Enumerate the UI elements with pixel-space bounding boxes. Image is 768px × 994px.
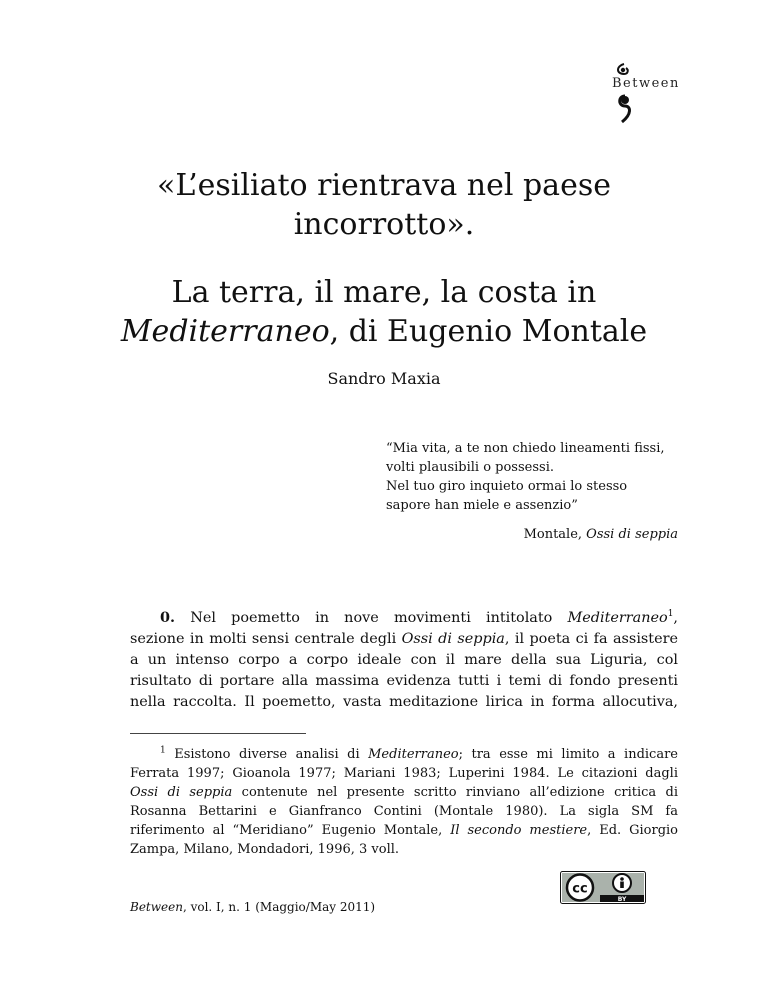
paragraph-line — [130, 629, 678, 650]
paragraph-line: risultato di portare alla massima evidenza tutti i temi di fondo presenti — [130, 673, 678, 689]
cc-by-license-icon[interactable] — [560, 871, 646, 904]
footnote-italic: Ossi di seppia — [130, 785, 233, 800]
footnote-line: Zampa, Milano, Mondadori, 1996, 3 voll. — [130, 842, 400, 857]
footnote-divider — [130, 733, 306, 734]
footnote-text: , Ed. Giorgio — [587, 823, 678, 838]
cc-label: cc — [572, 881, 588, 897]
subtitle-rest: , di Eugenio Montale — [329, 314, 648, 349]
paragraph-line: nella raccolta. Il poemetto, vasta meditazione lirica in forma allocutiva, — [130, 694, 678, 710]
footnote-text: ; tra esse mi limito a indicare — [458, 747, 678, 762]
epigraph-source-author: Montale, — [523, 527, 587, 542]
title-line-2: incorrotto». — [293, 207, 475, 242]
epigraph-line: “Mia vita, a te non chiedo lineamenti fissi, — [386, 441, 665, 456]
footnote-text: contenute nel presente scritto rinviano all’edizione critica di — [232, 785, 678, 800]
journal-volume: , vol. I, n. 1 (Maggio/May 2011) — [182, 900, 376, 914]
footnote-line — [130, 821, 678, 840]
article-subtitle — [90, 273, 678, 351]
footnote-text: Esistono diverse analisi di — [165, 747, 369, 762]
paragraph-line — [130, 607, 678, 629]
body-paragraph — [130, 607, 678, 713]
section-number: 0. — [160, 609, 176, 626]
paragraph-line: a un intenso corpo a corpo ideale con il mare della sua Liguria, col — [130, 652, 678, 668]
epigraph-source-work: Ossi di seppia — [586, 527, 678, 542]
journal-name: Between — [130, 900, 183, 914]
footnote-line: Rosanna Bettarini e Gianfranco Contini (Montale 1980). La sigla SM fa — [130, 804, 678, 819]
footnote-line: Ferrata 1997; Gioanola 1977; Mariani 1983; Luperini 1984. Le citazioni dagli — [130, 766, 678, 781]
footnote-line — [130, 783, 678, 802]
author-name: Sandro Maxia — [327, 369, 441, 388]
subtitle-line-1: La terra, il mare, la costa in — [171, 275, 597, 310]
footnote-text: riferimento al “Meridiano” Eugenio Montale, — [130, 823, 451, 838]
logo-ornament-icon — [598, 62, 678, 124]
epigraph-line: Nel tuo giro inquieto ormai lo stesso — [386, 479, 628, 494]
footnote-italic: Mediterraneo — [368, 747, 459, 762]
footnote — [130, 745, 678, 859]
footnote-line — [130, 745, 678, 764]
epigraph-source — [386, 527, 678, 542]
title-line-1: «L’esiliato rientrava nel paese — [157, 168, 611, 203]
paragraph-italic: Ossi di seppia — [401, 631, 505, 647]
footnote-marker: 1 — [160, 745, 166, 756]
footnote-italic: Il secondo mestiere — [450, 823, 588, 838]
paragraph-text: Nel poemetto in nove movimenti intitolato — [175, 610, 568, 626]
subtitle-italic: Mediterraneo — [120, 314, 330, 349]
article-title — [90, 166, 678, 244]
journal-logo — [598, 62, 678, 124]
paragraph-text: , — [673, 610, 678, 626]
paragraph-text: sezione in molti sensi centrale degli — [130, 631, 402, 647]
journal-citation — [130, 900, 375, 914]
paragraph-text: , il poeta ci fa assistere — [504, 631, 679, 647]
footnote-ref[interactable]: 1 — [667, 609, 674, 620]
logo-wordmark: Between — [612, 76, 680, 91]
epigraph-line: volti plausibili o possessi. — [386, 460, 554, 475]
paragraph-italic: Mediterraneo — [567, 610, 668, 626]
epigraph — [386, 439, 686, 515]
epigraph-line: sapore han miele e assenzio” — [386, 498, 578, 513]
license-by-label: BY — [617, 896, 627, 903]
